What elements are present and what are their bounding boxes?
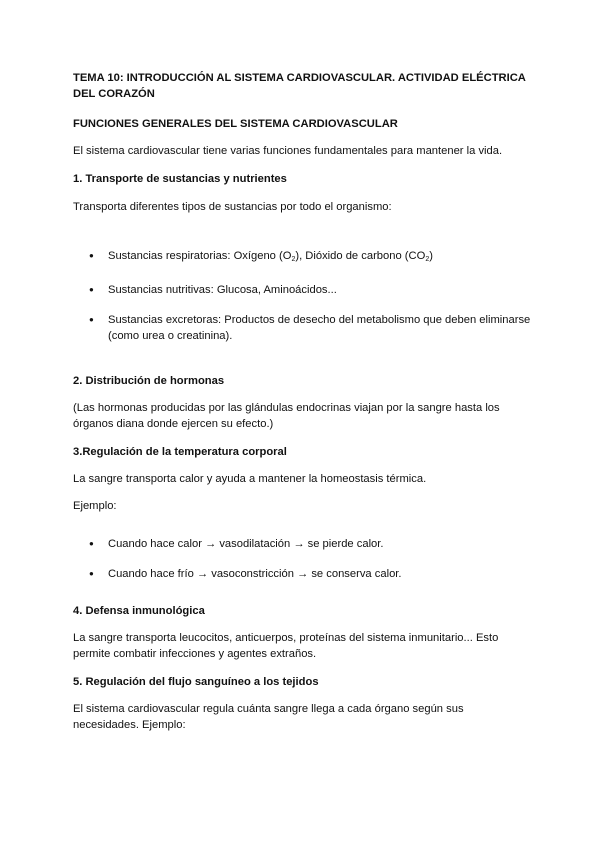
list-transporte	[73, 248, 533, 344]
paragraph-temperatura: La sangre transporta calor y ayuda a mantener la homeostasis térmica.	[73, 473, 427, 485]
heading-transporte: 1. Transporte de sustancias y nutrientes	[73, 173, 287, 185]
list-item: ● Sustancias nutritivas: Glucosa, Aminoácidos...	[73, 282, 533, 298]
paragraph-flujo: El sistema cardiovascular regula cuánta sangre llega a cada órgano según sus necesidades. Ejemplo:	[73, 703, 464, 731]
list-item: ● Cuando hace frío → vasoconstricción → se conserva calor.	[73, 566, 533, 582]
example-label: Ejemplo:	[73, 500, 117, 512]
paragraph-transporte: Transporta diferentes tipos de sustancias por todo el organismo:	[73, 201, 392, 213]
list-item: ● Sustancias respiratorias: Oxígeno $(O_2)$, Dióxido de carbono $(CO_2)$	[73, 248, 533, 268]
section-heading: FUNCIONES GENERALES DEL SISTEMA CARDIOVASCULAR	[73, 118, 398, 130]
heading-defensa: 4. Defensa inmunológica	[73, 605, 205, 617]
paragraph-defensa: La sangre transporta leucocitos, anticuerpos, proteínas del sistema inmunitario... Esto permite combatir infecciones y agentes extraños.	[73, 632, 499, 660]
heading-temperatura: 3.Regulación de la temperatura corporal	[73, 446, 287, 458]
heading-hormonas: 2. Distribución de hormonas	[73, 375, 225, 387]
list-item: ● Cuando hace calor → vasodilatación → se pierde calor.	[73, 536, 533, 552]
list-temperatura	[73, 536, 533, 582]
list-item: ● Sustancias excretoras: Productos de desecho del metabolismo que deben eliminarse (como urea o creatinina).	[73, 312, 533, 344]
document-title: TEMA 10: INTRODUCCIÓN AL SISTEMA CARDIOVASCULAR. ACTIVIDAD ELÉCTRICA DEL CORAZÓN	[73, 72, 526, 100]
paragraph-hormonas: (Las hormonas producidas por las glándulas endocrinas viajan por la sangre hasta los órganos diana donde ejercen su efecto.)	[73, 402, 500, 430]
heading-flujo: 5. Regulación del flujo sanguíneo a los tejidos	[73, 676, 319, 688]
intro-paragraph: El sistema cardiovascular tiene varias funciones fundamentales para mantener la vida.	[73, 145, 503, 157]
